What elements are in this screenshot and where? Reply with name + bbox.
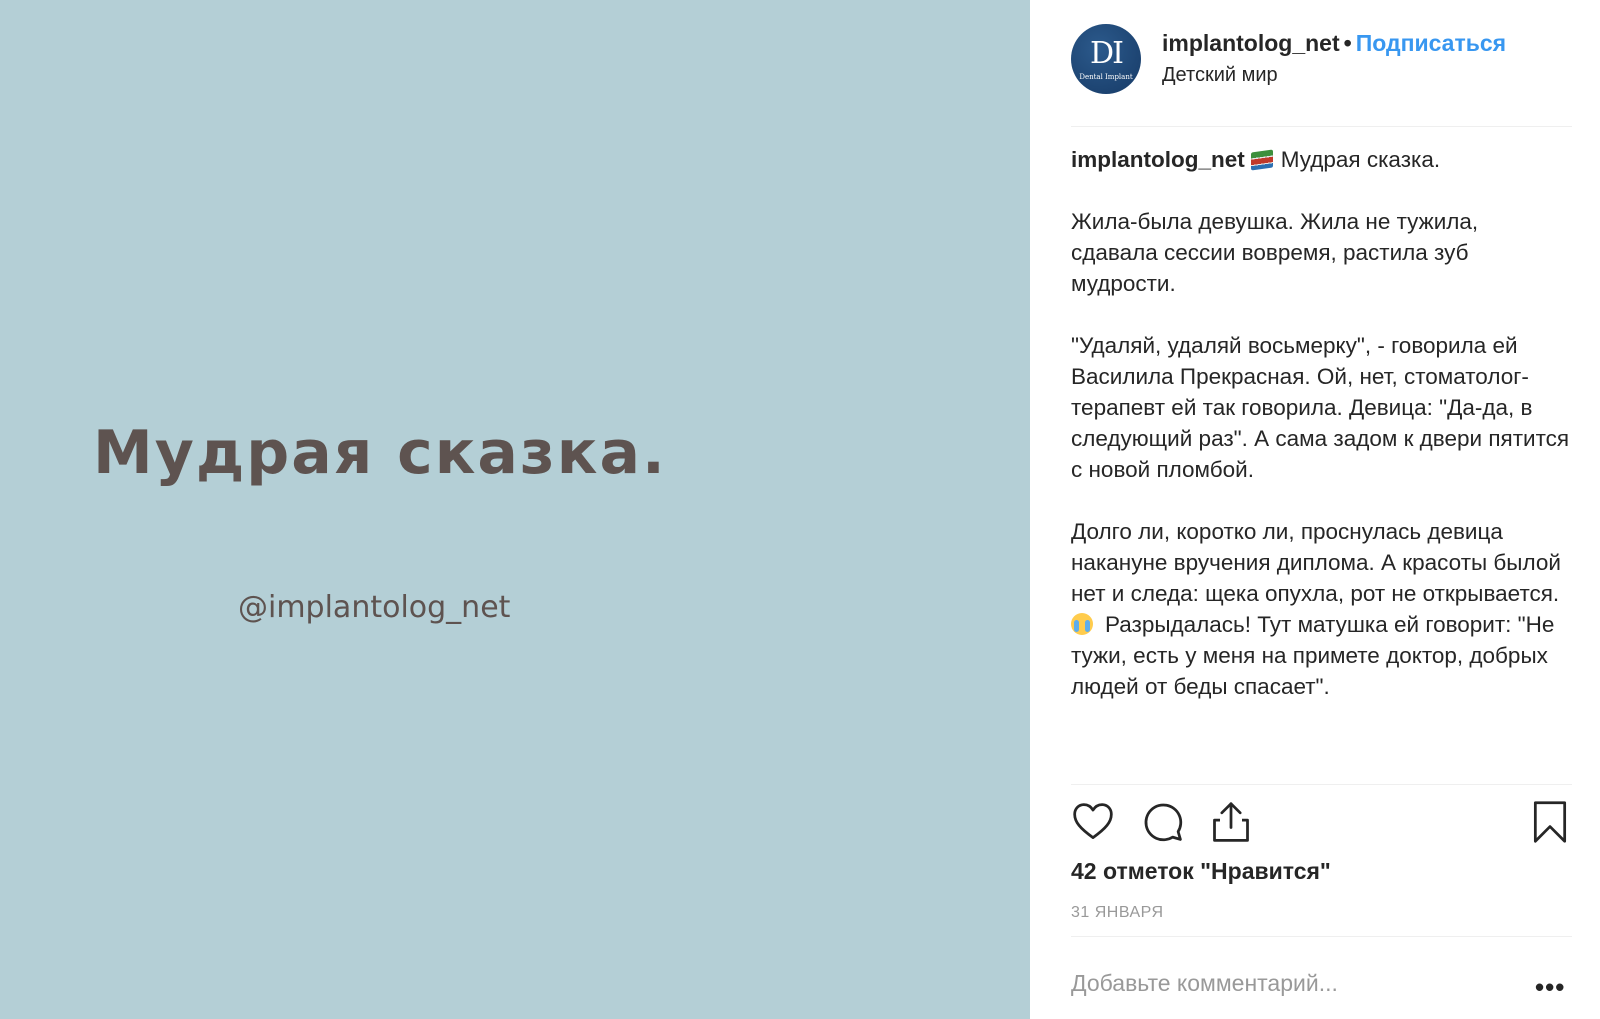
comment-input[interactable]: [1071, 965, 1511, 1001]
caption-title: Мудрая сказка.: [1280, 147, 1441, 172]
image-title-text: Мудрая сказка.: [93, 418, 667, 488]
follow-button[interactable]: Подписаться: [1355, 30, 1507, 56]
share-icon[interactable]: [1209, 800, 1253, 844]
more-options-icon[interactable]: •••: [1535, 972, 1566, 1002]
books-emoji-icon: [1251, 149, 1273, 170]
action-bar: [1071, 800, 1572, 848]
header-user-line: [1162, 30, 1506, 57]
caption-paragraph: [1071, 516, 1571, 702]
crying-face-emoji-icon: [1071, 613, 1093, 635]
bookmark-icon[interactable]: [1528, 800, 1572, 844]
post-caption: [1071, 144, 1571, 733]
caption-paragraph: Жила-была девушка. Жила не тужила, сдавала сессии вовремя, растила зуб мудрости.: [1071, 209, 1479, 296]
caption-first-paragraph: [1071, 144, 1571, 175]
divider: [1071, 936, 1572, 937]
image-handle-text: @implantolog_net: [238, 590, 511, 625]
post-header: [1071, 24, 1572, 127]
avatar[interactable]: [1071, 24, 1141, 94]
comment-icon[interactable]: [1141, 800, 1185, 844]
caption-paragraph: "Удаляй, удаляй восьмерку", - говорила ей Василила Прекрасная. Ой, нет, стоматолог-терапевт ей так говорила. Девица: "Да-да, в следующий раз". А сама задом к двери пятится с новой пломбой.: [1071, 333, 1570, 482]
caption-username-link[interactable]: implantolog_net: [1071, 147, 1245, 172]
location-link[interactable]: Детский мир: [1162, 64, 1278, 86]
caption-paragraph-part: Разрыдалась! Тут матушка ей говорит: "Не тужи, есть у меня на примете доктор, добрых людей от беды спасает".: [1071, 612, 1555, 699]
post-sidebar: [1030, 0, 1600, 1019]
header-separator: •: [1343, 30, 1352, 56]
avatar-subtext: Dental Implant: [1079, 73, 1133, 81]
divider: [1071, 784, 1572, 785]
avatar-monogram: DI: [1090, 36, 1122, 71]
caption-paragraph-part: Долго ли, коротко ли, проснулась девица накануне вручения диплома. А красоты былой нет и следа: щека опухла, рот не открывается.: [1071, 519, 1561, 606]
likes-count[interactable]: 42 отметок "Нравится": [1071, 858, 1331, 884]
header-username-link[interactable]: implantolog_net: [1162, 30, 1340, 56]
post-date[interactable]: 31 ЯНВАРЯ: [1071, 904, 1164, 921]
heart-icon[interactable]: [1071, 800, 1115, 844]
